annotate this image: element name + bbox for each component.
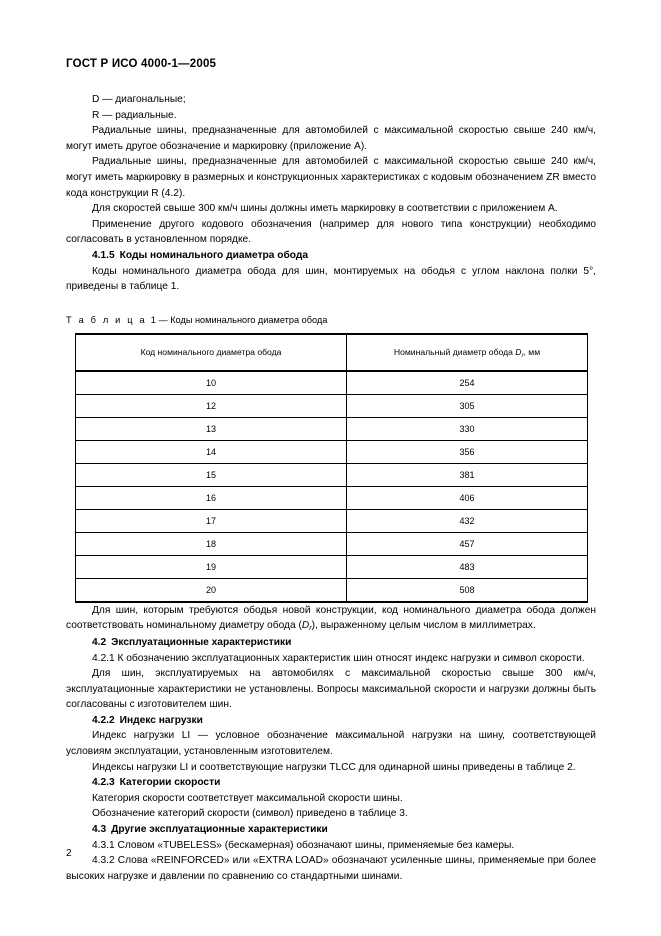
table-1-caption-number: 1 [150,314,156,325]
heading-4-2-title: Эксплуатационные характеристики [111,636,292,648]
cell-diameter: 356 [347,440,588,463]
symbol-D: D [515,347,522,358]
cell-code: 10 [76,371,347,395]
table-row [76,463,588,486]
cell-code: 13 [76,417,347,440]
paragraph-load-index-table-ref: Индексы нагрузки LI и соответствующие нагрузки TLCC для одинарной шины приведены в таблице 2. [92,761,576,773]
subscript-r: r [521,353,524,360]
paragraph-radial-tires-1: Радиальные шины, предназначенные для автомобилей с максимальной скоростью свыше 240 км/ч, могут иметь другое обозначение и маркировку (приложение А). [66,125,596,152]
symbol-D: D [301,620,310,632]
table-header-diameter-units: , мм [523,347,541,358]
page-content [66,58,596,884]
table-rim-diameter-codes [75,333,588,603]
cell-code: 16 [76,486,347,509]
heading-4-2-3-number: 4.2.3 [92,777,115,789]
cell-code: 15 [76,463,347,486]
heading-4-2-3 [66,775,596,791]
paragraph-4-3-2: 4.3.2 Слова «REINFORCED» или «EXTRA LOAD» обозначают усиленные шины, применяемые при более высоких нагрузке и давлении по сравнению со стандартными шинами. [66,855,596,882]
subscript-r: r [309,624,312,633]
cell-diameter: 330 [347,417,588,440]
paragraph-4-3-1: 4.3.1 Словом «TUBELESS» (бескамерная) обозначают шины, применяемые без камеры. [92,839,515,851]
paragraph-new-rim-construction [66,603,596,635]
table-1-caption [66,315,596,325]
heading-4-3-title: Другие эксплуатационные характеристики [111,824,328,836]
table-row [76,417,588,440]
cell-code: 18 [76,532,347,555]
document-standard-header: ГОСТ Р ИСО 4000-1—2005 [66,58,217,70]
paragraph-rim-diameter-codes: Коды номинального диаметра обода для шин, монтируемых на ободья с углом наклона полки 5°, приведены в таблице 1. [66,265,596,293]
heading-4-2 [66,635,596,651]
heading-4-2-2 [66,713,596,729]
table-row [76,578,588,602]
cell-code: 12 [76,394,347,417]
table-1-caption-dash: — [158,314,168,325]
cell-diameter: 432 [347,509,588,532]
table-1-caption-label: Т а б л и ц а [66,314,147,325]
definition-line-d: D — диагональные; [92,94,186,105]
table-row [76,371,588,395]
cell-diameter: 508 [347,578,588,602]
heading-4-1-5 [66,248,596,264]
paragraph-load-index-definition: Индекс нагрузки LI — условное обозначение максимальной нагрузки на шину, соответствующей условиям эксплуатации, установленным изготовителем. [66,730,596,758]
table-header-diameter-symbol [515,347,524,360]
cell-diameter: 406 [347,486,588,509]
table-header-row [76,334,588,371]
table-header [76,334,588,371]
cell-diameter: 254 [347,371,588,395]
paragraph-4-2-1: 4.2.1 К обозначению эксплуатационных характеристик шин относят индекс нагрузки и символ скорости. [92,652,585,664]
table-header-diameter [347,334,588,371]
heading-4-1-5-title: Коды номинального диаметра обода [119,249,309,261]
heading-4-3-number: 4.3 [92,824,107,836]
heading-4-2-number: 4.2 [92,636,107,648]
cell-diameter: 483 [347,555,588,578]
page-number: 2 [66,848,72,859]
paragraph-speed-category-1: Категория скорости соответствует максимальной скорости шины. [92,792,403,804]
paragraph-speed-category-2: Обозначение категорий скорости (символ) приведено в таблице 3. [92,808,408,820]
heading-4-1-5-number: 4.1.5 [92,249,115,261]
table-row [76,509,588,532]
cell-code: 14 [76,440,347,463]
heading-4-3 [66,822,596,838]
heading-4-2-2-number: 4.2.2 [92,714,115,726]
table-row [76,532,588,555]
table-1-caption-title: Коды номинального диаметра обода [170,314,328,325]
cell-code: 20 [76,578,347,602]
table-header-diameter-text: Номинальный диаметр обода [393,347,513,358]
cell-code: 17 [76,509,347,532]
paragraph-radial-tires-2: Радиальные шины, предназначенные для автомобилей с максимальной скоростью свыше 240 км/ч, могут иметь маркировку в размерных и конструкционных характеристиках с кодовым обозначением ZR вместо кода конструкции R (4.2). [66,156,596,199]
table-row [76,555,588,578]
paragraph-new-rim-part2: ), выраженному целым числом в миллиметрах. [311,620,536,632]
definition-line-r: R — радиальные. [92,109,177,121]
table-row [76,440,588,463]
paragraph-4-2-1-b: Для шин, эксплуатируемых на автомобилях с максимальной скоростью свыше 300 км/ч, эксплуатационные характеристики не установлены. Вопросы максимальной скорости и нагрузки должны быть согласованы с изготовителем шин. [66,668,596,711]
heading-4-2-2-title: Индекс нагрузки [119,714,203,726]
paragraph-new-rim-part1: Для шин, которым требуются ободья новой конструкции, код номинального диаметра обода должен соответствовать номинальному диаметру обода ( [66,604,596,632]
cell-code: 19 [76,555,347,578]
paragraph-speeds-over-300: Для скоростей свыше 300 км/ч шины должны иметь маркировку в соответствии с приложением А. [92,203,558,215]
heading-4-2-3-title: Категории скорости [119,777,221,789]
table-header-code: Код номинального диаметра обода [76,334,347,371]
cell-diameter: 381 [347,463,588,486]
table-row [76,394,588,417]
inline-symbol-Dr [302,620,312,631]
paragraph-other-code-designation: Применение другого кодового обозначения (например для нового типа конструкции) необходимо согласовать в установленном порядке. [66,218,596,246]
table-body [76,371,588,602]
table-row [76,486,588,509]
cell-diameter: 305 [347,394,588,417]
cell-diameter: 457 [347,532,588,555]
